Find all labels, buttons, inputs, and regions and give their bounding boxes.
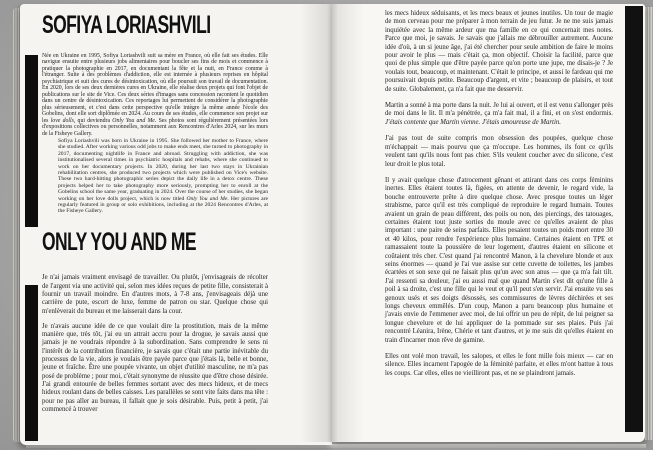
right-page <box>332 4 645 442</box>
right-page-text-column <box>385 10 613 378</box>
artist-bio-english: Sofiya Loriashvili was born in Ukraine in 1995. She followed her mother to France, where she studied. After working various odd jobs to make ends meet, she turned to photography in 2017, documenting nightlife in France and abroad. Struggling with addiction, she was institutionalised several times in psychiatric hospitals and rehabs, where she continued to work on her documentary projects. In 2020, during her last two stays in Ukrainian rehabilitation centres, she produced two projects which were published on Vice's website. These two hard-hitting photographic series depict the daily life in a detox centre. These projects helped her to take photography more seriously, prompting her to enroll at the Gobelins school the same year, graduating in 2024. Over the course of her studies, she began working on her love dolls project, which is now titled Only You and Me. Her pictures are regularly featured in group or solo exhibitions, including at the 2024 Rencontres d'Arles, at the Fisheye Gallery. <box>58 138 269 215</box>
artist-bio-french: Née en Ukraine en 1995, Sofiya Loriashvili suit sa mère en France, où elle fait ses études. Elle navigue ensuite entre plusieurs jobs alimentaires pour boucler ses fins de mois et commence à pratiquer la photographie en 2017, en documentant la fête et la nuit, en France comme à l'étranger. Suite à des problèmes d'addiction, elle est internée à plusieurs reprises en hôpital psychiatrique et suit des cures de désintoxication, où elle poursuit son travail de documentation. En 2020, lors de ses deux dernières cures en Ukraine, elle réalise deux projets qui font l'objet de publications sur le site de Vice. Ces deux séries d'images sans concession racontent le quotidien dans un centre de désintoxication. Ces reportages lui permettent de considérer la photographie plus sérieusement, et c'est dans cette perspective qu'elle intègre la même année l'école des Gobelins, dont elle sort diplômée en 2024. Au cours de ses études, elle commence son projet sur les love dolls, qui deviendra Only You and Me. Ses photos sont régulièrement présentées lors d'expositions collectives ou personnelles, notamment aux Rencontres d'Arles 2024, sur les murs de la Fisheye Gallery. <box>42 52 268 137</box>
essay-paragraph-3: les mecs hideux séduisants, et les mecs beaux et jeunes inutiles. Un tour de magie de mon cerveau pour me préparer à mon terrain de jeu futur. Je ne me suis jamais inquiétée avec la même ardeur que ma famille en ce qui concernait mes notes. Parce que moi, je savais. Je savais que j'allais me débrouiller autrement. Aucune idée d'où, à un si jeune âge, j'ai été chercher pour seule ambition de faire le moins pour avoir le plus — mais c'était ça, mon objectif. Choisir la facilité, parce que quoi de plus simple que d'être payée parce qu'on porte une jupe, me disais-je ? Je voulais tout, beaucoup, et maintenant. C'était le principe, et aussi le fardeau qui me poursuivait depuis petite. Beaucoup d'argent, et vite ; beaucoup de plaisirs, et tout de suite. Globalement, ça n'a fait que me desservir. <box>385 10 613 93</box>
essay-paragraph-1: Je n'ai jamais vraiment envisagé de travailler. Ou plutôt, j'envisageais de récolter de l'argent via une activité qui, selon mes idées reçues de petite fille, consisterait à fournir un travail moindre. En d'autres mots, à 7-8 ans, j'envisageais déjà une carrière de pute, escort de luxe, femme de patron ou star. Quelque chose qui m'enlèverait du bureau et me laisserait dans la cour. <box>42 274 268 315</box>
left-page <box>20 4 332 445</box>
page-stack-edge-left <box>13 8 20 442</box>
section-title: ONLY YOU AND ME <box>42 227 196 256</box>
left-page-text-column <box>42 12 268 414</box>
black-margin-bar-bottom <box>25 285 38 441</box>
artist-name-title: SOFIYA LORIASHVILI <box>42 11 211 39</box>
essay-paragraph-2: Je n'avais aucune idée de ce que voulait dire la prostitution, mais de la même manière que, très tôt, j'ai eu un attrait accru pour la drogue, je savais aussi que jamais je ne voudrais répondre à la subordination. Sans comprendre le sens ni l'intérêt de la contribution financière, je savais que c'était une partie inévitable du processus de la vie, alors je voulais être payée parce que j'étais là, belle et bonne, jeune et fraîche. Être une poupée vivante, un objet d'utilité masculine, ne m'a pas posé de problème ; pour moi, c'était synonyme de réussite que d'être chose désirée. J'ai grandi entourée de belles femmes sortant avec des mecs hideux, et de mecs hideux roulant dans de belles caisses. Les parallèles se sont vite faits dans ma tête : pour ne pas aller au bureau, il fallait que je sois désirable. Puis, petit à petit, j'ai commencé à trouver <box>42 322 268 413</box>
black-margin-bar-top <box>25 55 38 227</box>
essay-paragraph-4: Martin a sonné à ma porte dans la nuit. Je lui ai ouvert, et il est venu s'allonger près de moi dans le lit. Il m'a pénétrée, ça m'a fait mal, il a fini, et on s'est endormis. J'étais contente que Martin vienne. J'étais amoureuse de Martin. <box>385 102 613 126</box>
black-edge-bar <box>625 6 643 432</box>
essay-paragraph-6: Il y avait quelque chose d'atrocement gênant et attirant dans ces corps féminins inertes. Elles étaient toutes là, figées, en attente de devenir, le regard vide, la bouche entrouverte prête à dire quelque chose. Avec presque toutes un léger strabisme, parce qu'il est très compliqué de reproduire le regard humain. Toutes avaient un grain de peau différent, des poils ou non, des piercings, des tatouages, certaines étaient tout juste sorties du moule avec ce qu'elles avaient de plus important : une paire de seins parfaits. Elles pesaient toutes un poids mort entre 30 et 40 kilos, pour rendre l'expérience plus humaine. Certaines étaient en TPE et ramassaient toute la poussière de leur logement, d'autres étaient en silicone et coûtaient très cher. C'est quand j'ai rencontré Manon, à la chevelure blonde et aux seins énormes — quand je l'ai vue assise sur cette cuvette de toilettes, les jambes écartées et son sexe qui ne faisait plus qu'un avec son anus — que ça m'a fait tilt. J'ai ressenti sa douleur, j'ai eu aussi mal que quand Martin s'est dit qu'une fille à poil à sa droite, c'est une fille qui le veut et qu'il peut s'en servir. J'ai ensuite vu ses genoux usés et ses doigts désossés, ses commissures de lèvres déchirées et ses longs cheveux emmêlés. D'un coup, Manon a paru beaucoup plus humaine et j'avais envie de l'emmener avec moi, de lui offrir un peu de répit, de lui peigner sa longue chevelure et de lui appliquer de la pommade sur ses plaies. Puis j'ai rencontré Léanira, Irène, Chérie et tant d'autres, et je me suis dit qu'elles étaient en train d'incarner mon rêve de gamine. <box>385 176 613 344</box>
essay-paragraph-7: Elles ont volé mon travail, les salopes, et elles le font mille fois mieux — car en silence. Elles incarnent l'apogée de la féminité parfaite, et elles m'ont battue à tous les coups. Car elles, elles ne vieilliront pas, et ne se plaindront jamais. <box>385 353 613 377</box>
essay-paragraph-5: J'ai pas tout de suite compris mon obsession des poupées, quelque chose m'échappait — mais pourvu que ça m'occupe. Les hommes, ils font ce qu'ils veulent tant qu'ils nous font pas chier. S'ils veulent coucher avec du silicone, c'est leur droit le plus total. <box>385 135 613 168</box>
page-stack-edge-right <box>645 7 653 440</box>
